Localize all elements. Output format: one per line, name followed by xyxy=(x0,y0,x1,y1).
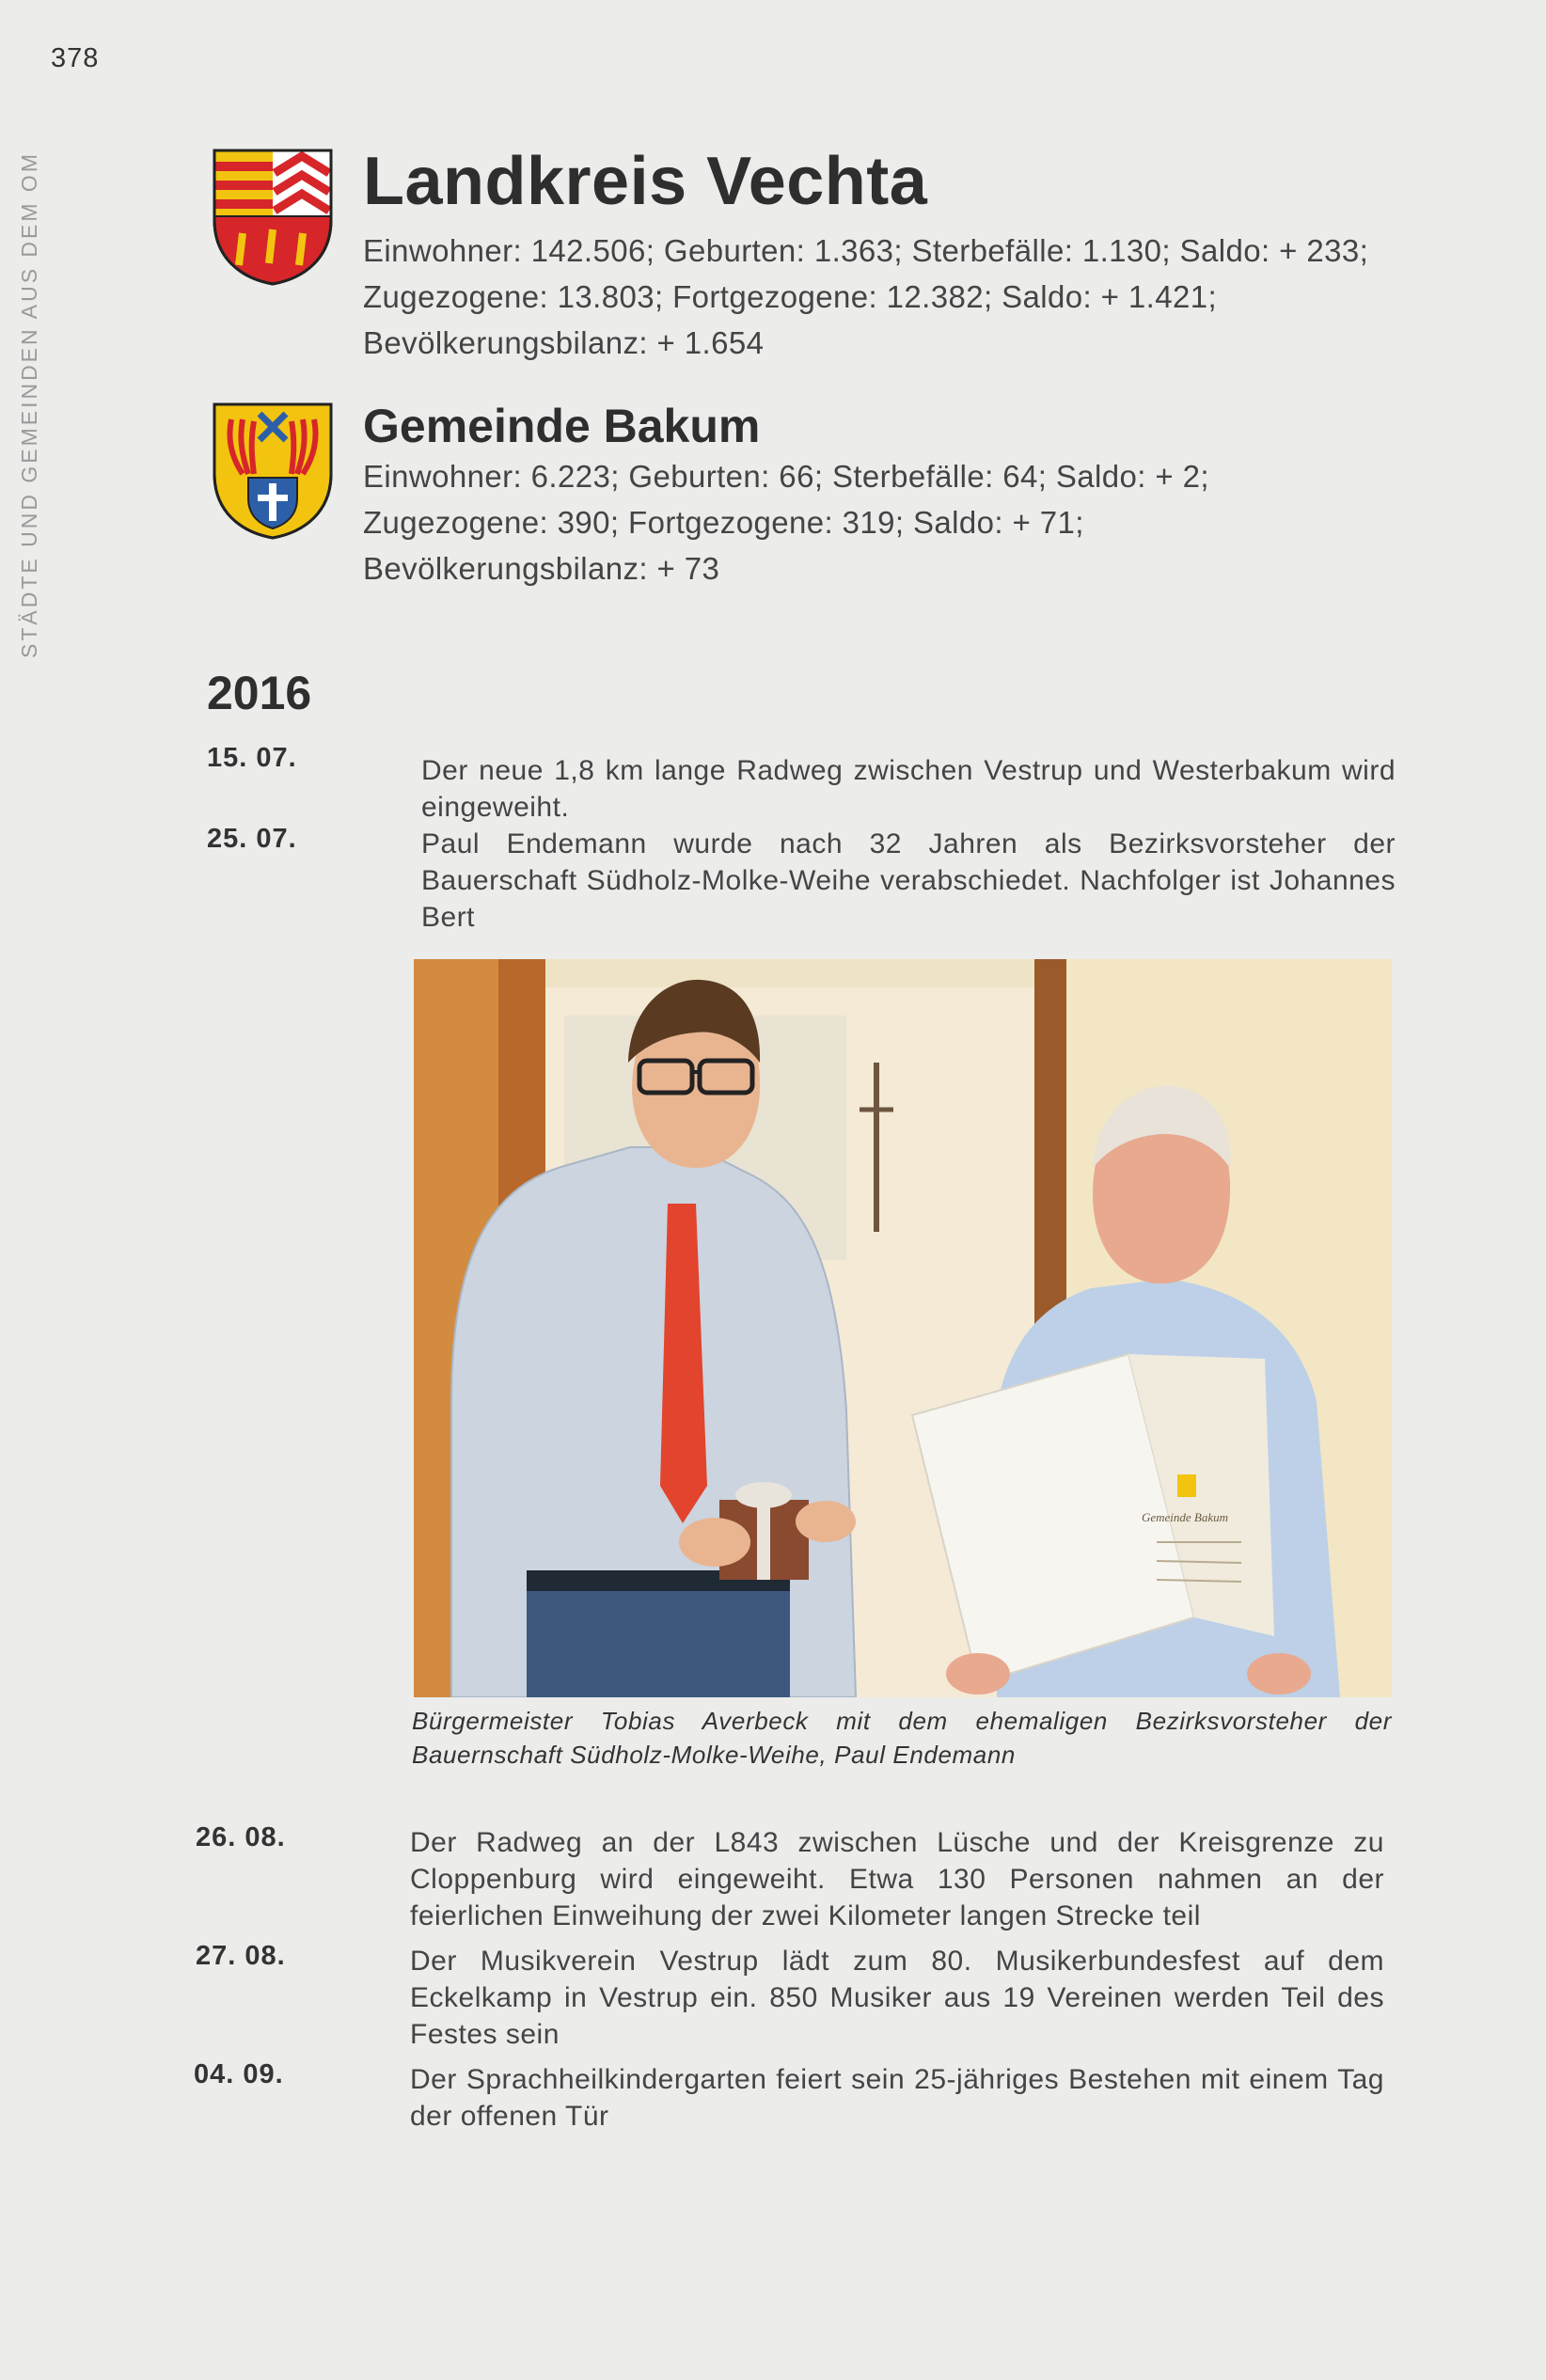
landkreis-stats-line: Bevölkerungsbilanz: + 1.654 xyxy=(363,325,765,360)
vechta-crest-icon xyxy=(211,147,335,288)
gemeinde-stats-line: Zugezogene: 390; Fortgezogene: 319; Saldo: + 71; xyxy=(363,505,1084,540)
entry-date: 25. 07. xyxy=(207,824,297,854)
certificate-heading: Gemeinde Bakum xyxy=(1141,1510,1229,1524)
landkreis-stats-line: Zugezogene: 13.803; Fortgezogene: 12.382; Saldo: + 1.421; xyxy=(363,279,1218,314)
side-section-label: STÄDTE UND GEMEINDEN AUS DEM OM xyxy=(17,151,41,658)
entry-date: 04. 09. xyxy=(194,2059,284,2089)
photo-caption: Bürgermeister Tobias Averbeck mit dem ehemaligen Bezirksvorsteher der Bauernschaft Südholz-Molke-Weihe, Paul Endemann xyxy=(412,1707,1392,1769)
gemeinde-stats-line: Bevölkerungsbilanz: + 73 xyxy=(363,551,720,586)
entry-date: 27. 08. xyxy=(196,1941,286,1971)
event-photo xyxy=(414,959,1392,1697)
entry-text: Der neue 1,8 km lange Radweg zwischen Vestrup und Westerbakum wird eingeweiht. xyxy=(421,755,1396,823)
entry-text: Der Musikverein Vestrup lädt zum 80. Musikerbundesfest auf dem Eckelkamp in Vestrup ein. 850 Musiker aus 19 Vereinen werden Teil des Festes sein xyxy=(410,1946,1384,2050)
entry-text: Paul Endemann wurde nach 32 Jahren als Bezirksvorsteher der Bauerschaft Südholz-Molke-Weihe verabschiedet. Nachfolger ist Johannes Bert xyxy=(421,828,1396,933)
entry-date: 26. 08. xyxy=(196,1822,286,1852)
entry-text: Der Radweg an der L843 zwischen Lüsche und der Kreisgrenze zu Cloppenburg wird eingeweiht. Etwa 130 Personen nahmen an der feierlichen Einweihung der zwei Kilometer langen Strecke teil xyxy=(410,1827,1384,1931)
landkreis-stats xyxy=(363,228,1435,366)
gemeinde-stats xyxy=(363,453,1435,591)
landkreis-stats-line: Einwohner: 142.506; Geburten: 1.363; Sterbefälle: 1.130; Saldo: + 233; xyxy=(363,233,1369,268)
entry-date: 15. 07. xyxy=(207,743,297,773)
bakum-crest-icon xyxy=(211,401,335,542)
gemeinde-title: Gemeinde Bakum xyxy=(363,400,761,452)
entry-text: Der Sprachheilkindergarten feiert sein 25-jähriges Bestehen mit einem Tag der offenen Tür xyxy=(410,2064,1384,2132)
page-number: 378 xyxy=(51,43,100,73)
year-heading: 2016 xyxy=(207,667,312,719)
landkreis-title: Landkreis Vechta xyxy=(363,144,928,219)
gemeinde-stats-line: Einwohner: 6.223; Geburten: 66; Sterbefälle: 64; Saldo: + 2; xyxy=(363,459,1209,494)
